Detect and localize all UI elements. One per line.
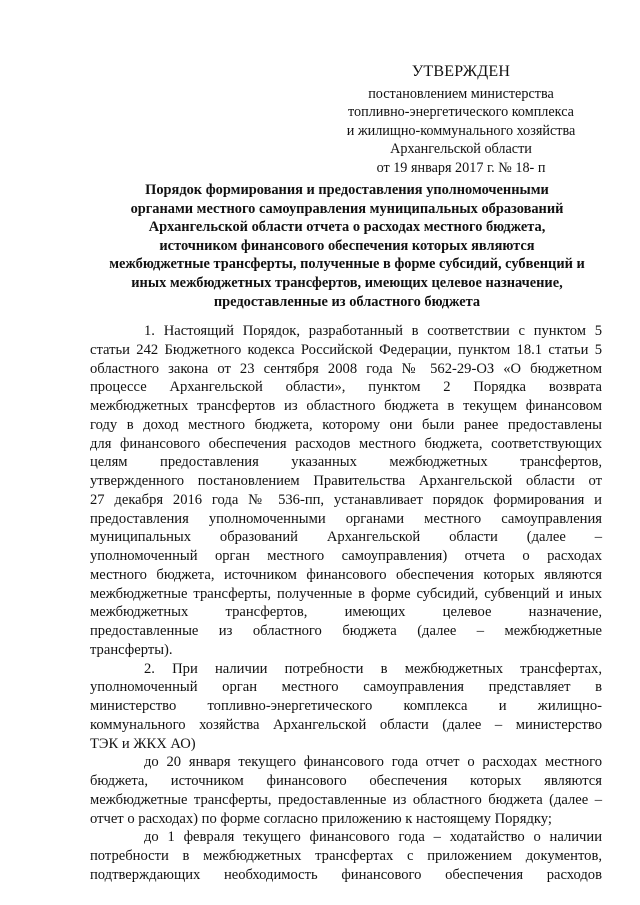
approval-heading: УТВЕРЖДЕН [411,63,511,80]
approval-line: топливно-энергетического комплекса [348,104,574,121]
approval-line: постановлением министерства [368,86,554,102]
body-line: 1. Настоящий Порядок, разработанный в соответствии с пунктом 5 [144,323,602,339]
body-line: году в доход местного бюджета, которому они были ранее предоставлены [90,416,602,433]
approval-stamp [320,61,602,177]
body-line: муниципальных образований Архангельской области (далее – [90,529,602,546]
body-line: ТЭК и ЖКХ АО) [90,735,196,752]
body-line: для финансового обеспечения расходов местного бюджета, соответствующих [90,435,602,452]
body-line: предоставления уполномоченными органами местного самоуправления [90,510,602,527]
title-line: Порядок формирования и предоставления уполномоченными [145,182,549,198]
body-line: межбюджетных трансфертов, имеющих целевое назначение, [90,604,602,621]
paragraph-4 [90,828,602,884]
body-line: уполномоченный орган местного самоуправления представляет в [90,679,602,696]
body-line: бюджета, источником финансового обеспечения которых являются [90,773,602,789]
approval-line: от 19 января 2017 г. № 18- п [376,159,546,176]
body-line: утвержденного постановлением Правительства Архангельской области от [90,473,602,489]
document-body [90,322,602,885]
body-line: процессе Архангельской области», пунктом 2 Порядка возврата [90,379,602,396]
document-title [84,181,610,311]
paragraph-1 [90,322,602,660]
title-line: источником финансового обеспечения которых являются [159,237,535,254]
title-line: межбюджетные трансферты, полученные в форме субсидий, субвенций и [109,256,585,273]
body-line: 2. При наличии потребности в межбюджетных трансфертах, [144,660,602,677]
body-line: межбюджетные трансферты, предоставленные из областного бюджета (далее – [90,791,602,808]
body-line: отчет о расходах) по форме согласно приложению к настоящему Порядку; [90,810,552,827]
body-line: целям предоставления указанных межбюджетных трансфертов, [90,454,602,471]
body-line: статьи 242 Бюджетного кодекса Российской Федерации, пунктом 18.1 статьи 5 [90,341,602,358]
body-line: до 1 февраля текущего финансового года – ходатайство о наличии [144,829,602,846]
approval-line: и жилищно-коммунального хозяйства [346,122,576,139]
body-line: уполномоченный орган местного самоуправления) отчета о расходах [90,548,602,564]
title-line: предоставленные из областного бюджета [213,293,481,310]
body-line: межбюджетные трансферты, полученные в форме субсидий, субвенций и иных [90,585,602,602]
body-line: областного закона от 23 сентября 2008 года № 562-29-ОЗ «О бюджетном [90,360,602,377]
body-line: 27 декабря 2016 года № 536-пп, устанавливает порядок формирования и [90,491,602,508]
body-line: до 20 января текущего финансового года отчет о расходах местного [144,754,602,771]
title-line: иных межбюджетных трансфертов, имеющих целевое назначение, [131,274,563,291]
body-line: трансферты). [90,641,173,658]
body-line: подтверждающих необходимость финансового обеспечения расходов [90,866,602,883]
title-line: Архангельской области отчета о расходах местного бюджета, [148,219,546,236]
approval-line: Архангельской области [390,141,532,158]
body-line: коммунального хозяйства Архангельской области (далее – министерство [90,716,602,733]
body-line: министерство топливно-энергетического комплекса и жилищно- [90,698,602,714]
paragraph-2 [90,660,602,754]
paragraph-3 [90,753,602,828]
body-line: потребности в межбюджетных трансфертах с приложением документов, [90,848,602,864]
body-line: местного бюджета, источником финансового обеспечения которых являются [90,566,602,583]
body-line: предоставленные из областного бюджета (далее – межбюджетные [90,623,602,639]
body-line: межбюджетных трансфертов из областного бюджета в текущем финансовом [90,398,602,414]
title-line: органами местного самоуправления муниципальных образований [130,200,564,217]
